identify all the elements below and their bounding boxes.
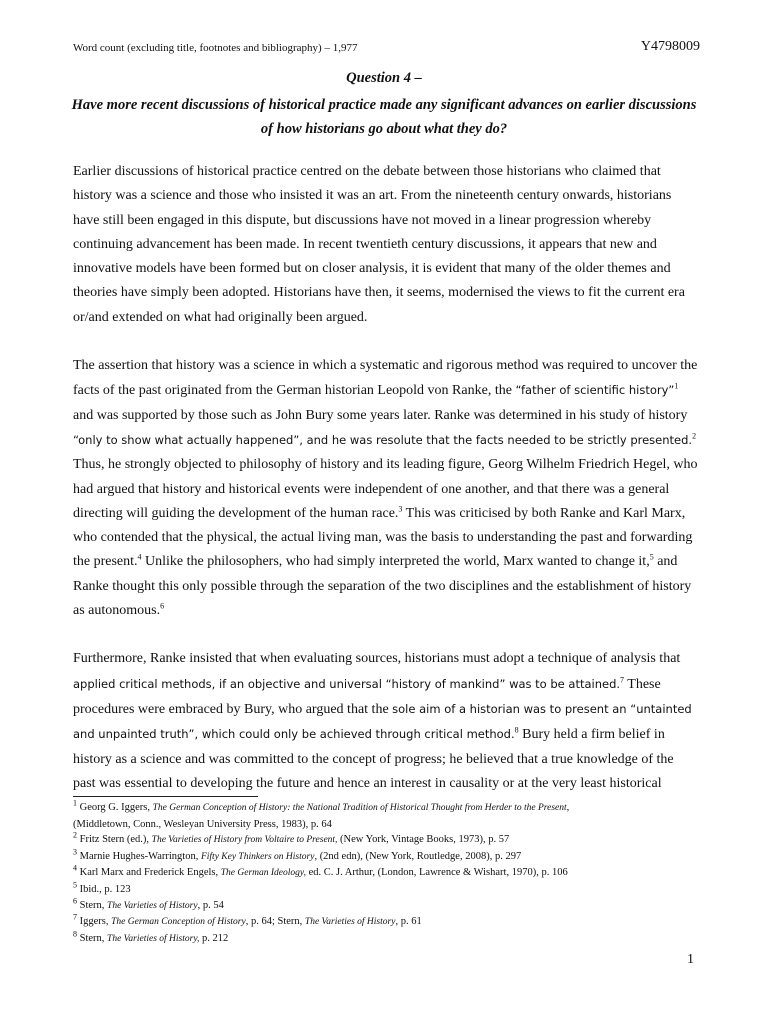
footnote-ref: 8: [514, 725, 519, 735]
quote: sole aim of a historian was to present an “untainted and unpainted truth”, which could only be achieved through critical method.: [73, 701, 692, 742]
footnote-7: $^7$ Iggers, The German Conception of History, p. 64; Stern, The Varieties of History, p. 61: [73, 912, 422, 928]
essay-body: [73, 160, 699, 820]
footnote-ref: 7: [620, 674, 625, 684]
paragraph-3: Furthermore, Ranke insisted that when evaluating sources, historians must adopt a technique of analysis that applied critical methods, if an objective and universal “history of mankind” was to be attained.$^7$ These procedures were embraced by Bury, who argued that the sole aim of a historian was to present an “untainted and unpainted truth”, which could only be achieved through critical method.$^8$ Bury held a firm belief in history as a science and was committed to the concept of progress; he believed that a true knowledge of the past was essential to developing the future and hence an interest in causality or at the very least historical: [73, 651, 692, 791]
footnote-4: $^4$ Karl Marx and Frederick Engels, The German Ideology, ed. C. J. Arthur, (London, Lawrence & Wishart, 1970), p. 106: [73, 863, 568, 879]
footnote-ref: 1: [674, 381, 679, 391]
footnote-6: $^6$ Stern, The Varieties of History, p. 54: [73, 896, 224, 911]
footnote-1: $^1$ Georg G. Iggers, The German Conception of History: the National Tradition of Historical Thought from Herder to the Present,: [73, 798, 570, 813]
footnote-3: $^3$ Marnie Hughes-Warrington, Fifty Key Thinkers on History, (2nd edn), (New York, Routledge, 2008), p. 297: [73, 847, 522, 862]
footnote-1-cont: (Middletown, Conn., Wesleyan University Press, 1983), p. 64: [73, 818, 332, 830]
page-number: 1: [687, 952, 694, 967]
footnote-5: $^5$ Ibid., p. 123: [73, 880, 131, 895]
footnote-ref: 6: [160, 601, 165, 611]
quote: “only to show what actually happened”, and he was resolute that the facts needed to be strictly presented.: [73, 432, 693, 447]
word-count-header: Word count (excluding title, footnotes and bibliography) – 1,977: [73, 42, 358, 54]
footnotes: [73, 800, 713, 947]
footnote-8: $^8$ Stern, The Varieties of History, p. 212: [73, 929, 229, 944]
footnote-separator: [73, 796, 258, 797]
footnote-ref: 4: [137, 552, 142, 562]
quote: applied critical methods, if an objective and universal “history of mankind” was to be attained.: [73, 676, 621, 691]
question-text: Have more recent discussions of historical practice made any significant advances on earlier discussions of how historians go about what they do?: [71, 97, 697, 137]
footnote-2: $^2$ Fritz Stern (ed.), The Varieties of History from Voltaire to Present, (New York, Vintage Books, 1973), p. 57: [73, 830, 510, 846]
student-id: Y4798009: [640, 39, 700, 54]
paragraph-1: Earlier discussions of historical practice centred on the debate between those historians who claimed that history was a science and those who insisted it was an art. From the nineteenth century onwards, historians have still been engaged in this dispute, but discussions have not moved in a linear progression whereby continuing advancement has been made. In recent twentieth century discussions, it appears that new and innovative models have been formed but on closer analysis, it is evident that many of the older themes and theories have simply been adopted. Historians have then, it seems, modernised the views to fit the current era or/and extended on what had originally been argued.: [73, 164, 685, 325]
quote: “father of scientific history”: [515, 383, 675, 398]
footnote-ref: 2: [692, 431, 697, 441]
paragraph-2: The assertion that history was a science in which a systematic and rigorous method was required to uncover the facts of the past originated from the German historian Leopold von Ranke, the “father of scientific history”$^1$ and was supported by those such as John Bury some years later. Ranke was determined in his study of history “only to show what actually happened”, and he was resolute that the facts needed to be strictly presented.$^2$ Thus, he strongly objected to philosophy of history and its leading figure, Georg Wilhelm Friedrich Hegel, who had argued that history and historical events were independent of one another, and that there was a general directing will guiding the development of the human race.$^3$ This was criticised by both Ranke and Karl Marx, who contended that the physical, the actual living man, was the basis to understanding the past and forwarding the present.$^4$ Unlike the philosophers, who had simply interpreted the world, Marx wanted to change it,$^5$ and Ranke thought this only possible through the separation of the two disciplines and the establishment of history as autonomous.$^6$: [73, 358, 698, 619]
footnote-ref: 5: [649, 552, 654, 562]
question-number: Question 4 –: [346, 70, 422, 86]
footnote-ref: 3: [398, 504, 403, 514]
